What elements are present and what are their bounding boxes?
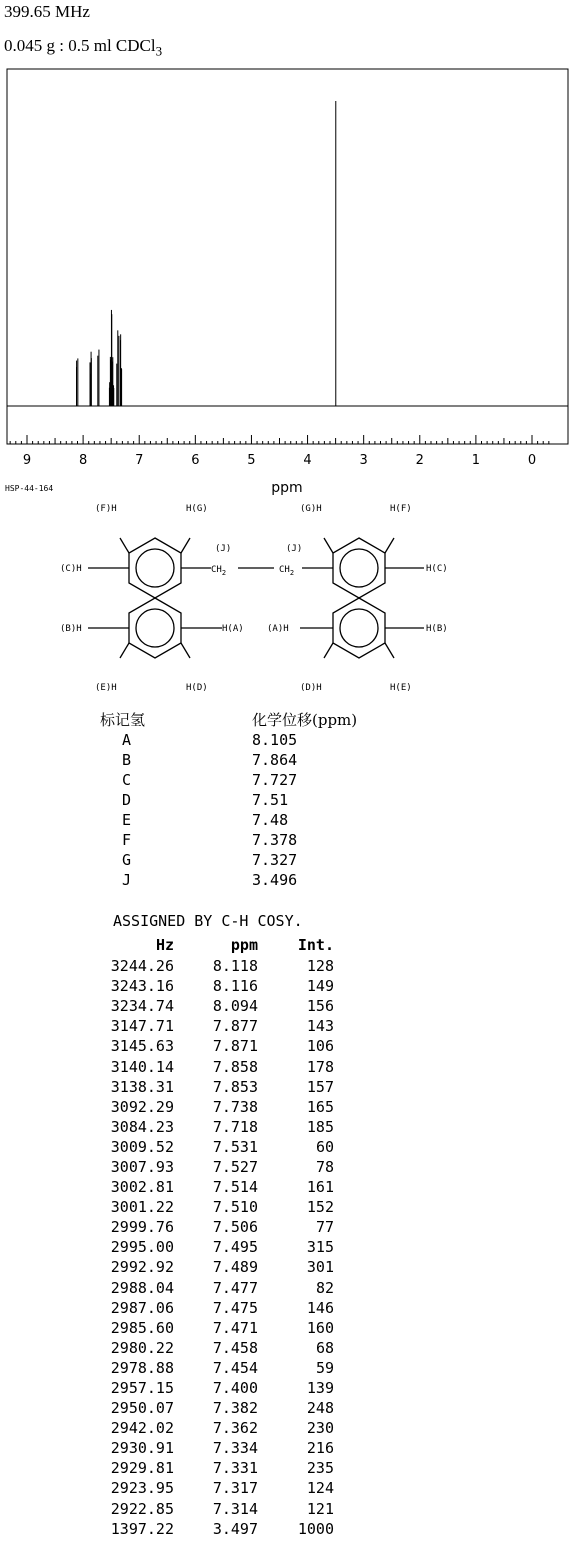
peak-intensity: 146 [306, 1298, 334, 1317]
chemical-shift: 7.864 [252, 751, 298, 769]
chemical-shift: 7.51 [252, 791, 289, 809]
peak-hz: 2995.00 [110, 1238, 174, 1257]
peak-intensity: 68 [315, 1338, 334, 1357]
peak-hz: 3002.81 [110, 1178, 174, 1197]
peak-intensity: 161 [306, 1178, 334, 1197]
peak-header-hz: Hz [155, 936, 174, 954]
peak-ppm: 7.458 [212, 1338, 258, 1357]
x-tick-label: 2 [415, 453, 424, 468]
label-G-left: H(G) [186, 504, 208, 514]
table-row [98, 1237, 334, 1257]
peak-ppm: 7.514 [212, 1178, 258, 1197]
peak-hz: 2985.60 [110, 1318, 174, 1337]
peak-intensity: 149 [306, 977, 334, 996]
table-row [100, 750, 357, 770]
peak-hz: 3084.23 [110, 1117, 174, 1136]
peak-hz: 2929.81 [110, 1459, 174, 1478]
x-tick-label: 9 [22, 453, 32, 468]
x-tick-label: 3 [359, 453, 368, 468]
peak-hz: 3147.71 [110, 1017, 174, 1036]
x-tick-label: 7 [135, 453, 144, 468]
peak-hz: 3243.16 [110, 977, 174, 996]
label-ch2-left: $CH_2$ [211, 565, 227, 577]
peak-intensity: 106 [306, 1037, 334, 1056]
peak-hz: 3145.63 [110, 1037, 174, 1056]
peak-ppm: 7.317 [212, 1479, 258, 1498]
naphthalene-right [300, 538, 424, 658]
shift-assignment-table [100, 708, 357, 890]
peak-ppm: 7.314 [212, 1499, 258, 1518]
chemical-shift: 7.48 [252, 811, 289, 829]
peak-list-caption: ASSIGNED BY C-H COSY. [113, 912, 303, 930]
table-row [98, 1378, 334, 1398]
peak-intensity: 235 [306, 1459, 334, 1478]
peak-intensity: 121 [306, 1499, 334, 1518]
peak-ppm: 7.454 [212, 1358, 258, 1377]
label-B-left: (B)H [60, 624, 82, 634]
peak-hz: 2930.91 [110, 1439, 174, 1458]
peak-intensity: 160 [306, 1318, 334, 1337]
peak-ppm: 7.718 [212, 1117, 258, 1136]
peak-ppm: 7.853 [212, 1077, 258, 1096]
table-row [98, 1458, 334, 1478]
label-G-right: (G)H [300, 504, 322, 514]
chemical-shift: 8.105 [252, 731, 298, 749]
spectrometer-frequency: 399.65 MHz [4, 2, 90, 21]
table-row [98, 1278, 334, 1298]
chemical-shift: 7.327 [252, 851, 298, 869]
peak-hz: 2987.06 [110, 1298, 174, 1317]
peak-hz: 3092.29 [110, 1097, 174, 1116]
peak-intensity: 315 [306, 1238, 334, 1257]
peak-ppm: 7.858 [212, 1057, 258, 1076]
table-row [100, 870, 357, 890]
peak-intensity: 157 [306, 1077, 334, 1096]
peak-ppm: 8.094 [212, 997, 258, 1016]
assignment-header-label: 标记氢 [100, 710, 146, 729]
peak-hz: 2957.15 [110, 1379, 174, 1398]
peak-hz: 2999.76 [110, 1218, 174, 1237]
table-row [98, 1097, 334, 1117]
peak-ppm: 7.531 [212, 1137, 258, 1156]
peak-hz: 3007.93 [110, 1157, 174, 1176]
table-row [98, 1036, 334, 1056]
table-row [100, 830, 357, 850]
table-row [100, 810, 357, 830]
x-tick-label: 4 [303, 453, 312, 468]
table-row [98, 1478, 334, 1498]
label-A-right: (A)H [267, 624, 289, 634]
peak-ppm: 7.489 [212, 1258, 258, 1277]
peak-ppm: 7.527 [212, 1157, 258, 1176]
peak-ppm: 8.118 [212, 957, 258, 976]
x-tick-label: 5 [247, 453, 256, 468]
peak-intensity: 78 [315, 1157, 334, 1176]
label-ch2-right: $CH_2$ [279, 565, 295, 577]
table-row [100, 730, 357, 750]
x-tick-label: 8 [78, 453, 88, 468]
peak-ppm: 7.382 [212, 1399, 258, 1418]
peak-lines [76, 101, 335, 406]
table-row [98, 996, 334, 1016]
table-row [98, 1338, 334, 1358]
table-row [98, 1197, 334, 1217]
table-row [98, 956, 334, 976]
peak-ppm: 7.475 [212, 1298, 258, 1317]
peak-hz: 2978.88 [110, 1358, 174, 1377]
chemical-shift: 3.496 [252, 871, 298, 889]
peak-intensity: 185 [306, 1117, 334, 1136]
peak-hz: 2950.07 [110, 1399, 174, 1418]
table-row [98, 1519, 334, 1539]
table-row [100, 850, 357, 870]
table-row [100, 770, 357, 790]
peak-intensity: 301 [306, 1258, 334, 1277]
chemical-shift: 7.378 [252, 831, 298, 849]
peak-hz: 3001.22 [110, 1198, 174, 1217]
label-F-right: H(F) [390, 504, 412, 514]
label-F-left: (F)H [95, 504, 117, 514]
peak-hz: 3244.26 [110, 957, 174, 976]
peak-intensity: 248 [306, 1399, 334, 1418]
peak-ppm: 7.362 [212, 1419, 258, 1438]
hydrogen-label: J [122, 871, 132, 889]
hydrogen-label: G [122, 851, 132, 869]
peak-ppm: 3.497 [212, 1519, 258, 1538]
table-row [98, 1499, 334, 1519]
hydrogen-label: B [122, 751, 132, 769]
peak-intensity: 82 [315, 1278, 334, 1297]
table-row [98, 1438, 334, 1458]
peak-intensity: 124 [306, 1479, 334, 1498]
table-row [100, 790, 357, 810]
sample-main-text: 0.045 g : 0.5 ml CDCl [4, 36, 156, 55]
table-row [98, 1077, 334, 1097]
hydrogen-label: F [122, 831, 132, 849]
hydrogen-label: C [122, 771, 132, 789]
label-J-right: (J) [286, 544, 303, 554]
peak-hz: 1397.22 [110, 1519, 174, 1538]
table-row [98, 1318, 334, 1338]
table-row [98, 1358, 334, 1378]
peak-intensity: 178 [306, 1057, 334, 1076]
peak-intensity: 143 [306, 1017, 334, 1036]
assignment-header-shift: 化学位移(ppm) [252, 710, 358, 729]
table-row [98, 1117, 334, 1137]
hydrogen-label: D [122, 791, 132, 809]
peak-ppm: 7.471 [212, 1318, 258, 1337]
x-tick-label: 0 [527, 453, 537, 468]
peak-hz: 2988.04 [110, 1278, 174, 1297]
label-E-left: (E)H [95, 683, 117, 693]
label-E-right: H(E) [390, 683, 412, 693]
label-D-left: H(D) [186, 683, 208, 693]
peak-ppm: 8.116 [212, 977, 258, 996]
peak-list-table [98, 934, 334, 1539]
table-row [98, 1137, 334, 1157]
table-row [98, 1056, 334, 1076]
peak-hz: 2942.02 [110, 1419, 174, 1438]
label-J-left: (J) [215, 544, 232, 554]
peak-header-int: Int. [297, 936, 334, 954]
peak-hz: 3138.31 [110, 1077, 174, 1096]
peak-ppm: 7.506 [212, 1218, 258, 1237]
peak-intensity: 216 [306, 1439, 334, 1458]
label-B-right: H(B) [426, 624, 448, 634]
table-row [98, 1398, 334, 1418]
sample-subscript: 3 [155, 43, 163, 59]
label-A-left: H(A) [222, 624, 244, 634]
peak-intensity: 128 [306, 957, 334, 976]
peak-hz: 3140.14 [110, 1057, 174, 1076]
naphthalene-left [88, 538, 222, 658]
chemical-shift: 7.727 [252, 771, 298, 789]
peak-ppm: 7.871 [212, 1037, 258, 1056]
peak-ppm: 7.495 [212, 1238, 258, 1257]
peak-intensity: 59 [315, 1358, 334, 1377]
peak-ppm: 7.877 [212, 1017, 258, 1036]
hydrogen-label: A [122, 731, 132, 749]
peak-intensity: 152 [306, 1198, 334, 1217]
peak-ppm: 7.400 [212, 1379, 258, 1398]
peak-hz: 2992.92 [110, 1258, 174, 1277]
table-row [98, 1298, 334, 1318]
label-C-left: (C)H [60, 564, 82, 574]
table-row [98, 1157, 334, 1177]
peak-ppm: 7.477 [212, 1278, 258, 1297]
peak-hz: 2980.22 [110, 1338, 174, 1357]
peak-hz: 2923.95 [110, 1479, 174, 1498]
peak-intensity: 60 [315, 1137, 334, 1156]
peak-ppm: 7.334 [212, 1439, 258, 1458]
peak-hz: 3009.52 [110, 1137, 174, 1156]
peak-intensity: 165 [306, 1097, 334, 1116]
peak-intensity: 77 [315, 1218, 334, 1237]
peak-intensity: 156 [306, 997, 334, 1016]
hydrogen-label: E [122, 811, 132, 829]
table-row [98, 1217, 334, 1237]
x-tick-label: 1 [471, 453, 481, 468]
x-axis-ticks [10, 435, 549, 468]
table-row [98, 1177, 334, 1197]
peak-intensity: 1000 [297, 1519, 334, 1538]
peak-hz: 2922.85 [110, 1499, 174, 1518]
nmr-spectrum-chart [0, 64, 570, 496]
label-C-right: H(C) [426, 564, 448, 574]
x-axis-label: ppm [271, 480, 303, 496]
peak-ppm: 7.510 [212, 1198, 258, 1217]
peak-header-ppm: ppm [230, 936, 258, 954]
peak-intensity: 139 [306, 1379, 334, 1398]
molecule-structure [0, 496, 570, 696]
sample-description [4, 36, 162, 59]
table-row [98, 976, 334, 996]
peak-ppm: 7.331 [212, 1459, 258, 1478]
table-row [98, 1257, 334, 1277]
table-row [98, 1418, 334, 1438]
x-tick-label: 6 [191, 453, 200, 468]
table-row [98, 1016, 334, 1036]
spectrum-code: HSP-44-164 [5, 484, 54, 493]
peak-intensity: 230 [306, 1419, 334, 1438]
peak-ppm: 7.738 [212, 1097, 258, 1116]
label-D-right: (D)H [300, 683, 322, 693]
peak-hz: 3234.74 [110, 997, 174, 1016]
